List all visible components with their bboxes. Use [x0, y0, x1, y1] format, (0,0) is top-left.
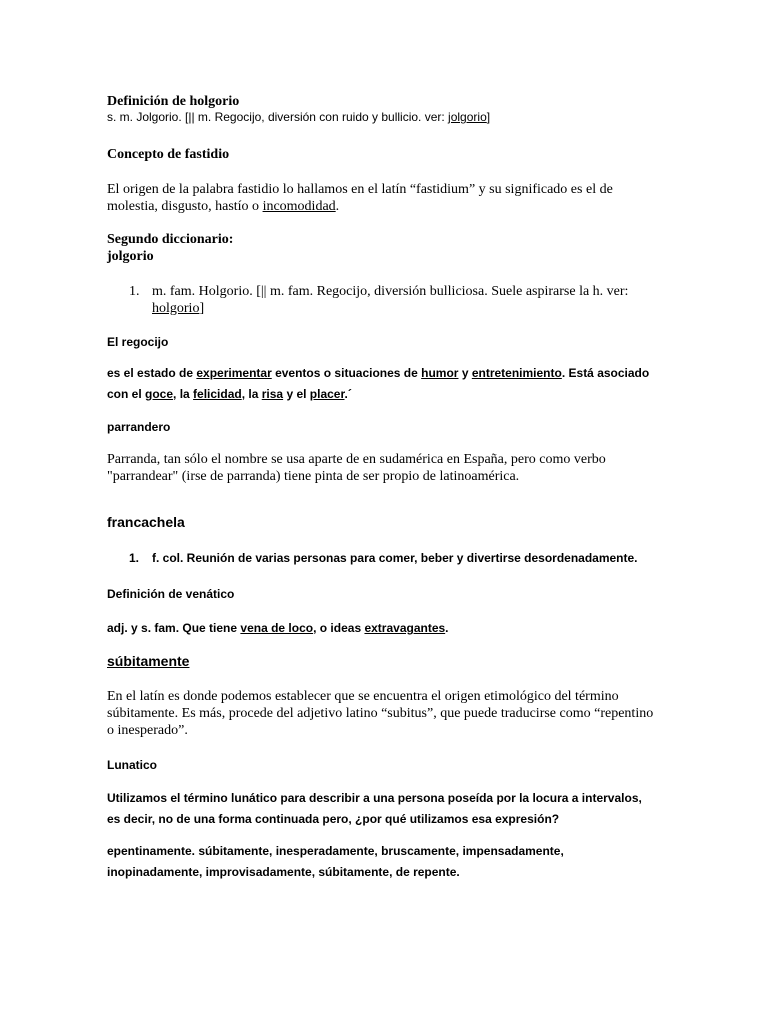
francachela-heading: francachela [107, 514, 185, 530]
jolgorio-def-end: ] [199, 301, 205, 316]
holgorio-def-end: ] [486, 110, 491, 124]
venatico-definition [107, 618, 667, 639]
regocijo-paragraph [107, 363, 652, 405]
humor-link[interactable]: humor [421, 366, 459, 380]
regocijo-heading: El regocijo [107, 335, 169, 349]
incomodidad-link[interactable]: incomodidad [262, 199, 336, 214]
regocijo-text-7: y el [283, 387, 310, 401]
entretenimiento-link[interactable]: entretenimiento [471, 366, 562, 380]
parrandero-paragraph: Parranda, tan sólo el nombre se usa aparte de en sudamérica en España, pero como verbo "parrandear" (irse de parranda) tiene pinta de ser propio de latinoamérica. [107, 452, 606, 484]
risa-link[interactable]: risa [261, 387, 284, 401]
list-item-text: f. col. Reunión de varias personas para comer, beber y divertirse desordenadamente. [152, 551, 638, 565]
segundo-diccionario-heading: Segundo diccionario: [107, 232, 234, 247]
vena-de-loco-link[interactable]: vena de loco [240, 621, 314, 635]
lunatico-heading: Lunatico [107, 758, 157, 772]
jolgorio-def-text: m. fam. Holgorio. [|| m. fam. Regocijo, diversión bulliciosa. Suele aspirarse la h. ver: [152, 284, 629, 299]
felicidad-link[interactable]: felicidad [193, 387, 242, 401]
jolgorio-word: jolgorio [107, 249, 154, 264]
fastidio-text-end: . [335, 199, 340, 214]
jolgorio-link[interactable]: jolgorio [448, 110, 487, 124]
fastidio-text: El origen de la palabra fastidio lo hallamos en el latín “fastidium” y su significado es el de molestia, disgusto, hastío o [107, 182, 613, 214]
subitamente-paragraph: En el latín es donde podemos establecer que se encuentra el origen etimológico del término súbitamente. Es más, procede del adjetivo latino “subitus”, que puede traducirse como “repentino o inesperado”. [107, 689, 654, 738]
regocijo-text-2: eventos o situaciones de [271, 366, 422, 380]
sinonimos-paragraph: epentinamente. súbitamente, inesperadamente, bruscamente, impensadamente, inopinadamente, improvisadamente, súbitamente, de repente. [107, 844, 564, 879]
venatico-text-1: adj. y s. fam. Que tiene [107, 621, 241, 635]
fastidio-paragraph [107, 181, 667, 215]
holgorio-link[interactable]: holgorio [152, 301, 200, 316]
list-number: 1. [129, 551, 140, 565]
venatico-text-3: . [445, 621, 449, 635]
regocijo-text-6: , la [241, 387, 262, 401]
list-number: 1. [129, 284, 140, 299]
placer-link[interactable]: placer [309, 387, 345, 401]
regocijo-text-3: y [458, 366, 472, 380]
regocijo-text-8: .´ [344, 387, 352, 401]
extravagantes-link[interactable]: extravagantes [364, 621, 446, 635]
lunatico-paragraph: Utilizamos el término lunático para describir a una persona poseída por la locura a intervalos, es decir, no de una forma continuada pero, ¿por qué utilizamos esa expresión? [107, 791, 642, 826]
list-item-text [152, 283, 672, 317]
parrandero-heading: parrandero [107, 420, 171, 434]
experimentar-link[interactable]: experimentar [196, 366, 272, 380]
regocijo-text-5: , la [173, 387, 194, 401]
regocijo-text-4: . Está asociado con el [107, 366, 650, 401]
goce-link[interactable]: goce [145, 387, 174, 401]
subitamente-heading: súbitamente [107, 653, 190, 669]
regocijo-text-1: es el estado de [107, 366, 197, 380]
holgorio-def-text: s. m. Jolgorio. [|| m. Regocijo, diversión con ruido y bullicio. ver: [107, 110, 449, 124]
holgorio-heading: Definición de holgorio [107, 94, 240, 109]
segundo-list [107, 283, 667, 319]
fastidio-heading: Concepto de fastidio [107, 147, 230, 162]
holgorio-definition [107, 107, 667, 127]
venatico-text-2: , o ideas [313, 621, 365, 635]
francachela-list [107, 548, 667, 569]
venatico-heading: Definición de venático [107, 587, 235, 601]
